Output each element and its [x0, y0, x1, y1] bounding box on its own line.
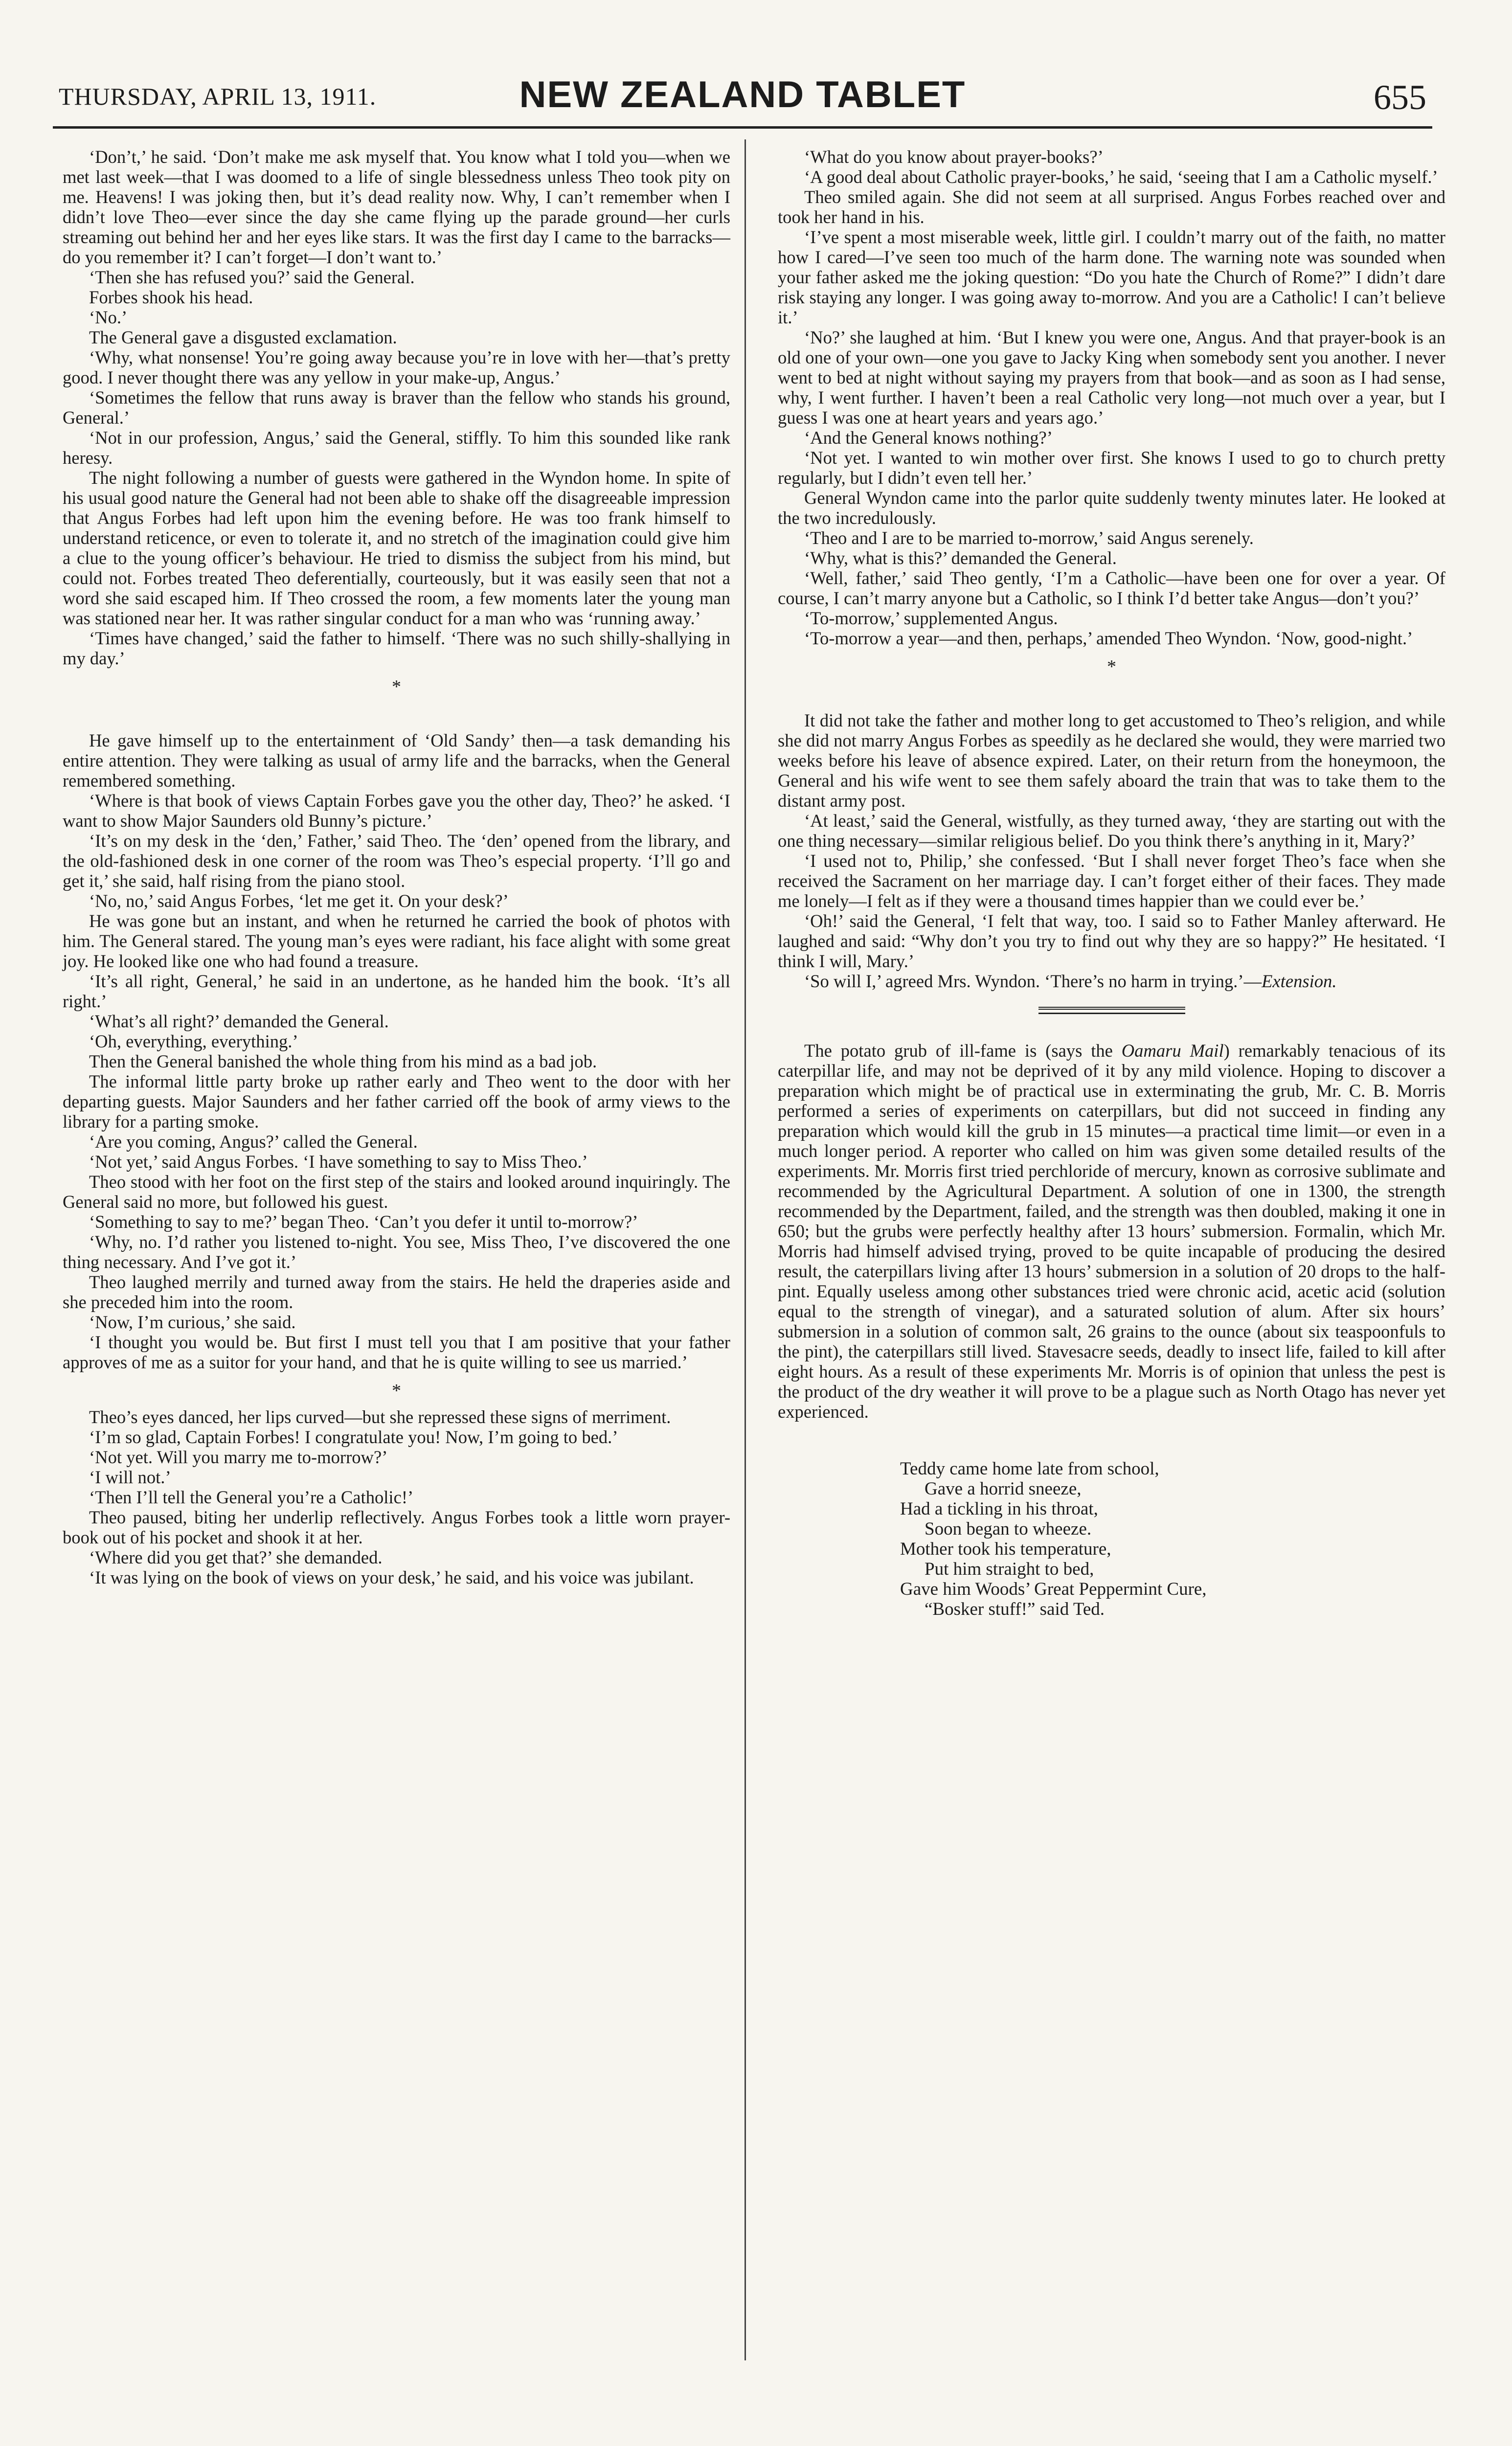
paragraph: ‘I thought you would be. But first I must tell you that I am positive that your father approves of me as a suitor for your hand, and that he is quite willing to see us married.’: [63, 1332, 730, 1372]
paragraph: Theo stood with her foot on the first step of the stairs and looked around inquiringly. The General said no more, but followed his guest.: [63, 1172, 730, 1212]
paragraph: ‘No, no,’ said Angus Forbes, ‘let me get it. On your desk?’: [89, 891, 509, 911]
paragraph: ‘Something to say to me?’ began Theo. ‘Can’t you defer it until to-morrow?’: [89, 1212, 638, 1232]
paragraph: ‘It’s all right, General,’ he said in an undertone, as he handed him the book. ‘It’s all right.’: [63, 971, 730, 1011]
paragraph: ‘What’s all right?’ demanded the General.: [89, 1011, 389, 1031]
closing-paragraph: [778, 971, 1445, 991]
paragraph: ‘It was lying on the book of views on your desk,’ he said, and his voice was jubilant.: [89, 1567, 694, 1587]
spacer: [778, 1029, 1445, 1041]
paragraph: ‘Not yet,’ said Angus Forbes. ‘I have something to say to Miss Theo.’: [89, 1152, 588, 1172]
paragraph: ‘To-morrow a year—and then, perhaps,’ amended Theo Wyndon. ‘Now, good-night.’: [804, 628, 1413, 648]
poem-line: Gave a horrid sneeze,: [925, 1479, 1082, 1499]
poem-line: Gave him Woods’ Great Peppermint Cure,: [900, 1579, 1207, 1599]
closing-text: ‘So will I,’ agreed Mrs. Wyndon. ‘There’s no harm in trying.’—: [804, 971, 1262, 991]
paragraph: ‘Times have changed,’ said the father to himself. ‘There was no such shilly-shallying in my day.’: [63, 628, 730, 668]
masthead: [53, 73, 1432, 126]
paragraph: He gave himself up to the entertainment of ‘Old Sandy’ then—a task demanding his entire attention. They were talking as usual of army life and the barracks, when the General remembered something.: [63, 730, 730, 791]
paragraph: ‘I’ve spent a most miserable week, little girl. I couldn’t marry out of the faith, no matter how I cared—I’ve seen too much of the harm done. The warning note was sounded when your father asked me the joking question: “Do you hate the Church of Rome?” I didn’t dare risk staying any longer. I was going away to-morrow. And you are a Catholic! I can’t believe it.’: [778, 227, 1445, 327]
spacer: [778, 1422, 1445, 1441]
newspaper-title: NEW ZEALAND TABLET: [519, 74, 966, 115]
paragraph: ‘Where did you get that?’ she demanded.: [89, 1547, 383, 1567]
paragraph: Forbes shook his head.: [89, 287, 253, 307]
paragraph: ‘Not yet. I wanted to win mother over first. She knows I used to go to church pretty regularly, but I didn’t even tell her.’: [778, 448, 1445, 488]
paragraph: ‘Sometimes the fellow that runs away is braver than the fellow who stands his ground, General.’: [63, 387, 730, 428]
article-paragraph: [778, 1041, 1445, 1422]
paragraph: ‘Oh, everything, everything.’: [89, 1031, 298, 1051]
paragraph: ‘Why, what nonsense! You’re going away because you’re in love with her—that’s pretty good. I never thought there was any yellow in your make-up, Angus.’: [63, 347, 730, 387]
paragraph: ‘I will not.’: [89, 1467, 171, 1487]
paragraph: General Wyndon came into the parlor quite suddenly twenty minutes later. He looked at the two incredulously.: [778, 488, 1445, 528]
article-intro: The potato grub of ill-fame is (says the: [804, 1041, 1122, 1061]
paragraph: Theo laughed merrily and turned away from the stairs. He held the draperies aside and she preceded him into the room.: [63, 1272, 730, 1312]
poem-line: Had a tickling in his throat,: [900, 1499, 1098, 1519]
paragraph: Theo’s eyes danced, her lips curved—but she repressed these signs of merriment.: [89, 1407, 671, 1427]
closing-source: Extension.: [1262, 971, 1337, 991]
story-part-4: [778, 147, 1445, 648]
paragraph: ‘Not in our profession, Angus,’ said the General, stiffly. To him this sounded like rank heresy.: [63, 428, 730, 468]
paragraph: Then the General banished the whole thing from his mind as a bad job.: [89, 1051, 597, 1071]
paragraph: ‘What do you know about prayer-books?’: [804, 147, 1104, 167]
paragraph: He was gone but an instant, and when he returned he carried the book of photos with him. The General stared. The young man’s eyes were radiant, his face alight with some great joy. He looked like one who had found a treasure.: [63, 911, 730, 971]
spacer: [778, 683, 1445, 710]
paragraph: It did not take the father and mother long to get accustomed to Theo’s religion, and while she did not marry Angus Forbes as speedily as he declared she would, they were married two weeks before his leave of absence expired. Later, on their return from the honeymoon, the General and his wife went to see them safely aboard the train that was to take them to the distant army post.: [778, 710, 1445, 811]
paragraph: ‘Not yet. Will you marry me to-morrow?’: [89, 1447, 388, 1467]
paragraph: ‘A good deal about Catholic prayer-books,’ he said, ‘seeing that I am a Catholic myself.’: [804, 167, 1438, 187]
story-part-5: [778, 710, 1445, 991]
paragraph: The informal little party broke up rather early and Theo went to the door with her departing guests. Major Saunders and her father carried off the book of army views to the library for a parting smoke.: [63, 1071, 730, 1132]
paragraph: ‘I’m so glad, Captain Forbes! I congratulate you! Now, I’m going to bed.’: [89, 1427, 618, 1447]
paragraph: Theo paused, biting her underlip reflectively. Angus Forbes took a little worn prayer-book out of his pocket and shook it at her.: [63, 1507, 730, 1547]
section-break-star: *: [392, 1381, 401, 1401]
article-body: ) remarkably tenacious of its caterpillar life, and may not be deprived of it by any mild violence. Hoping to discover a preparation which might be of practical use in exterminating the grub, Mr. C. B. Morris performed a series of experiments on caterpillars, but did not succeed in finding any preparation which would kill the grub in 15 minutes—a practical time limit—or even in a much longer period. A reporter who called on him was given some detailed results of the experiments. Mr. Morris first tried perchloride of mercury, known as corrosive sublimate and recommended by the Agricultural Department. A solution of one in 1300, the strength recommended by the Department, failed, and the strength was then doubled, making it one in 650; but the grubs were perfectly healthy after 13 hours’ submersion. Formalin, which Mr. Morris had himself advised trying, proved to be quite incapable of producing the desired result, the caterpillars living after 13 hours’ submersion in a solution of 20 drops to the half-pint. Equally useless among other substances tried were chronic acid, acetic acid (solution equal to the strength of vinegar), and a saturated solution of alum. After six hours’ submersion in a solution of common salt, 26 grains to the ounce (about six teaspoonfuls to the pint), the caterpillars still lived. Stavesacre seeds, deadly to insect life, failed to kill after eight hours. As a result of these experiments Mr. Morris is of opinion that unless the pest is the product of the dry weather it will prove to be a plague such as North Otago has never yet experienced.: [778, 1041, 1445, 1422]
advertisement-poem: [900, 1459, 1445, 1619]
paragraph: ‘To-morrow,’ supplemented Angus.: [804, 608, 1058, 628]
story-part-2: [63, 730, 730, 1372]
paragraph: ‘It’s on my desk in the ‘den,’ Father,’ said Theo. The ‘den’ opened from the library, and the old-fashioned desk in one corner of the room was Theo’s especial property. ‘I’ll go and get it,’ she said, half rising from the piano stool.: [63, 831, 730, 891]
story-part-1: [63, 147, 730, 668]
column-divider: [745, 139, 746, 2360]
poem-line: Teddy came home late from school,: [900, 1459, 1159, 1479]
poem-line: Mother took his temperature,: [900, 1539, 1111, 1559]
issue-date: THURSDAY, APRIL 13, 1911.: [59, 83, 377, 110]
paragraph: ‘No.’: [89, 307, 128, 327]
left-column: [63, 147, 730, 1587]
paragraph: ‘Don’t,’ he said. ‘Don’t make me ask myself that. You know what I told you—when we met last week—that I was doomed to a life of single blessedness unless Theo took pity on me. Heavens! I was joking then, but it’s dead reality now. Why, I can’t remember when I didn’t love Theo—ever since the day she came flying up the parade ground—her curls streaming out behind her and her eyes like stars. It was the first day I came to the barracks—do you remember it? I can’t forget—I don’t want to.’: [63, 147, 730, 267]
poem-line: “Bosker stuff!” said Ted.: [925, 1599, 1105, 1619]
paragraph: ‘I used not to, Philip,’ she confessed. ‘But I shall never forget Theo’s face when she received the Sacrament on her marriage day. I can’t forget either of their faces. They made me lonely—I felt as if they were a thousand times happier than we could ever be.’: [778, 851, 1445, 911]
header-rule: [53, 126, 1432, 129]
paragraph: The night following a number of guests were gathered in the Wyndon home. In spite of his usual good nature the General had not been able to shake off the disagreeable impression that Angus Forbes had left upon him the evening before. He was too frank himself to understand reticence, or even to tolerate it, and no stretch of the imagination could give him a clue to the young officer’s behaviour. He tried to dismiss the subject from his mind, but could not. Forbes treated Theo deferentially, courteously, but it was easily seen that not a word she said escaped him. If Theo crossed the room, a few moments later the young man was stationed near her. It was rather singular conduct for a man who was ‘running away.’: [63, 468, 730, 628]
paragraph: ‘Why, what is this?’ demanded the General.: [804, 548, 1117, 568]
paragraph: ‘Now, I’m curious,’ she said.: [89, 1312, 296, 1332]
spacer: [63, 703, 730, 730]
poem-line: Put him straight to bed,: [925, 1559, 1094, 1579]
story-part-3: [63, 1407, 730, 1587]
paragraph: ‘Oh!’ said the General, ‘I felt that way, too. I said so to Father Manley afterward. He laughed and said: “Why don’t you try to find out why they are so happy?” He hesitated. ‘I think I will, Mary.’: [778, 911, 1445, 971]
article-separator: [1038, 1007, 1185, 1014]
section-break-star: *: [392, 677, 401, 697]
section-break-star: *: [1107, 657, 1116, 677]
paragraph: ‘And the General knows nothing?’: [804, 428, 1053, 448]
poem-line: Soon began to wheeze.: [925, 1519, 1092, 1539]
paragraph: The General gave a disgusted exclamation.: [89, 327, 397, 347]
paragraph: ‘Theo and I are to be married to-morrow,’ said Angus serenely.: [804, 528, 1254, 548]
paragraph: ‘Are you coming, Angus?’ called the General.: [89, 1132, 418, 1152]
article-source: Oamaru Mail: [1121, 1041, 1224, 1061]
paragraph: ‘Then I’ll tell the General you’re a Catholic!’: [89, 1487, 414, 1507]
page-number: 655: [1374, 78, 1426, 117]
paragraph: ‘At least,’ said the General, wistfully, as they turned away, ‘they are starting out with the one thing necessary—similar religious belief. Do you think there’s anything in it, Mary?’: [778, 811, 1445, 851]
paragraph: ‘Where is that book of views Captain Forbes gave you the other day, Theo?’ he asked. ‘I want to show Major Saunders old Bunny’s picture.’: [63, 791, 730, 831]
paragraph: ‘Why, no. I’d rather you listened to-night. You see, Miss Theo, I’ve discovered the one thing necessary. And I’ve got it.’: [63, 1232, 730, 1272]
paragraph: Theo smiled again. She did not seem at all surprised. Angus Forbes reached over and took her hand in his.: [778, 187, 1445, 227]
right-column: [778, 147, 1445, 1619]
paragraph: ‘Then she has refused you?’ said the General.: [89, 267, 415, 287]
paragraph: ‘No?’ she laughed at him. ‘But I knew you were one, Angus. And that prayer-book is an old one of your own—one you gave to Jacky King when somebody sent you another. I never went to bed at night without saying my prayers from that book—and as soon as I had sense, why, I went further. I haven’t been a real Catholic very long—not much over a year, but I guess I was one at heart years and years ago.’: [778, 327, 1445, 428]
paragraph: ‘Well, father,’ said Theo gently, ‘I’m a Catholic—have been one for over a year. Of course, I can’t marry anyone but a Catholic, so I think I’d better take Angus—don’t you?’: [778, 568, 1445, 608]
potato-grub-article: [778, 1041, 1445, 1422]
